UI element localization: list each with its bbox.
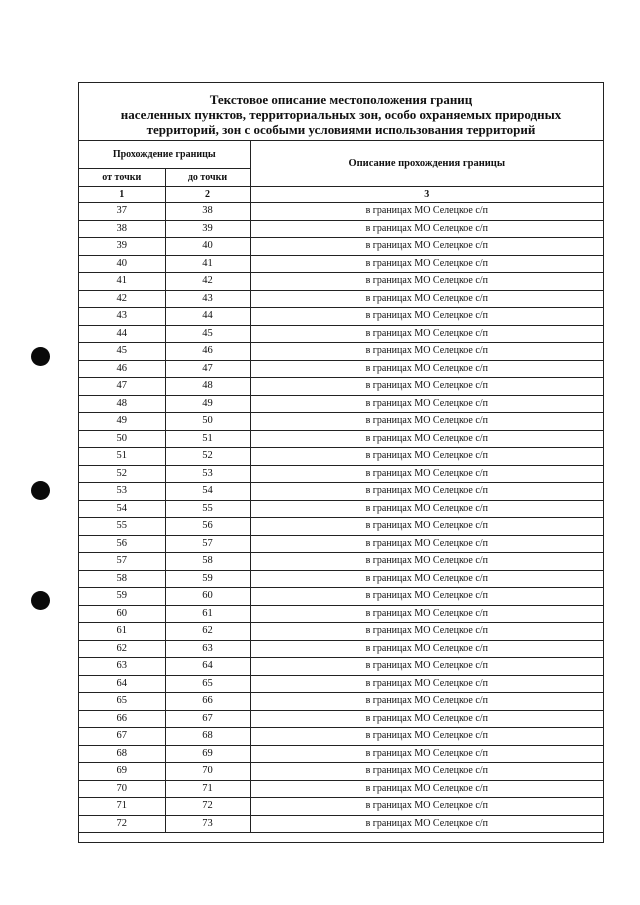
- to-point-cell: 70: [165, 763, 250, 781]
- from-point-cell: 72: [79, 815, 165, 833]
- to-point-cell: 38: [165, 203, 250, 221]
- from-point-cell: 54: [79, 500, 165, 518]
- punch-hole: [31, 481, 50, 500]
- from-point-cell: 65: [79, 693, 165, 711]
- to-point-cell: 67: [165, 710, 250, 728]
- column-number-1: 1: [79, 187, 165, 203]
- document-frame: [78, 82, 604, 843]
- from-point-cell: 71: [79, 798, 165, 816]
- table-row: [79, 763, 603, 781]
- description-cell: в границах МО Селецкое с/п: [250, 728, 603, 746]
- table-row: [79, 483, 603, 501]
- from-point-cell: 59: [79, 588, 165, 606]
- description-cell: в границах МО Селецкое с/п: [250, 570, 603, 588]
- from-point-cell: 57: [79, 553, 165, 571]
- boundary-passage-header: Прохождение границы: [79, 141, 250, 169]
- table-row: [79, 500, 603, 518]
- table-row: [79, 570, 603, 588]
- to-point-cell: 72: [165, 798, 250, 816]
- to-point-cell: 49: [165, 395, 250, 413]
- description-cell: в границах МО Селецкое с/п: [250, 500, 603, 518]
- to-point-cell: 46: [165, 343, 250, 361]
- to-point-header: до точки: [165, 169, 250, 187]
- table-row: [79, 728, 603, 746]
- description-cell: в границах МО Селецкое с/п: [250, 675, 603, 693]
- description-cell: в границах МО Селецкое с/п: [250, 325, 603, 343]
- table-row: [79, 588, 603, 606]
- table-row: [79, 675, 603, 693]
- punch-hole: [31, 591, 50, 610]
- from-point-cell: 38: [79, 220, 165, 238]
- from-point-cell: 51: [79, 448, 165, 466]
- description-cell: в границах МО Селецкое с/п: [250, 553, 603, 571]
- table-row: [79, 815, 603, 833]
- from-point-cell: 45: [79, 343, 165, 361]
- table-row: [79, 745, 603, 763]
- from-point-cell: 60: [79, 605, 165, 623]
- from-point-cell: 55: [79, 518, 165, 536]
- table-row: [79, 395, 603, 413]
- description-cell: в границах МО Селецкое с/п: [250, 710, 603, 728]
- to-point-cell: 44: [165, 308, 250, 326]
- description-cell: в границах МО Селецкое с/п: [250, 763, 603, 781]
- to-point-cell: 65: [165, 675, 250, 693]
- from-point-cell: 40: [79, 255, 165, 273]
- to-point-cell: 51: [165, 430, 250, 448]
- description-cell: в границах МО Селецкое с/п: [250, 780, 603, 798]
- to-point-cell: 71: [165, 780, 250, 798]
- table-row: [79, 378, 603, 396]
- table-row: [79, 325, 603, 343]
- description-cell: в границах МО Селецкое с/п: [250, 378, 603, 396]
- from-point-cell: 39: [79, 238, 165, 256]
- to-point-cell: 39: [165, 220, 250, 238]
- to-point-cell: 53: [165, 465, 250, 483]
- from-point-cell: 42: [79, 290, 165, 308]
- to-point-cell: 54: [165, 483, 250, 501]
- from-point-cell: 43: [79, 308, 165, 326]
- boundary-table: [79, 141, 603, 833]
- to-point-cell: 41: [165, 255, 250, 273]
- to-point-cell: 61: [165, 605, 250, 623]
- description-cell: в границах МО Селецкое с/п: [250, 745, 603, 763]
- to-point-cell: 60: [165, 588, 250, 606]
- description-cell: в границах МО Селецкое с/п: [250, 290, 603, 308]
- table-row: [79, 553, 603, 571]
- description-cell: в границах МО Селецкое с/п: [250, 518, 603, 536]
- to-point-cell: 59: [165, 570, 250, 588]
- from-point-cell: 37: [79, 203, 165, 221]
- from-point-cell: 69: [79, 763, 165, 781]
- title-line-2: населенных пунктов, территориальных зон, особо охраняемых природных: [120, 107, 562, 122]
- description-header: Описание прохождения границы: [250, 141, 603, 187]
- to-point-cell: 62: [165, 623, 250, 641]
- from-point-cell: 47: [79, 378, 165, 396]
- from-point-cell: 64: [79, 675, 165, 693]
- to-point-cell: 57: [165, 535, 250, 553]
- description-cell: в границах МО Селецкое с/п: [250, 413, 603, 431]
- from-point-cell: 46: [79, 360, 165, 378]
- description-cell: в границах МО Селецкое с/п: [250, 623, 603, 641]
- from-point-cell: 41: [79, 273, 165, 291]
- column-number-2: 2: [165, 187, 250, 203]
- to-point-cell: 63: [165, 640, 250, 658]
- table-row: [79, 238, 603, 256]
- to-point-cell: 45: [165, 325, 250, 343]
- table-row: [79, 693, 603, 711]
- table-row: [79, 780, 603, 798]
- description-cell: в границах МО Селецкое с/п: [250, 430, 603, 448]
- to-point-cell: 43: [165, 290, 250, 308]
- to-point-cell: 69: [165, 745, 250, 763]
- description-cell: в границах МО Селецкое с/п: [250, 360, 603, 378]
- description-cell: в границах МО Селецкое с/п: [250, 220, 603, 238]
- from-point-cell: 58: [79, 570, 165, 588]
- table-row: [79, 308, 603, 326]
- from-point-cell: 49: [79, 413, 165, 431]
- from-point-cell: 53: [79, 483, 165, 501]
- table-row: [79, 220, 603, 238]
- to-point-cell: 58: [165, 553, 250, 571]
- to-point-cell: 68: [165, 728, 250, 746]
- table-row: [79, 203, 603, 221]
- punch-hole: [31, 347, 50, 366]
- description-cell: в границах МО Селецкое с/п: [250, 308, 603, 326]
- description-cell: в границах МО Селецкое с/п: [250, 395, 603, 413]
- table-row: [79, 798, 603, 816]
- to-point-cell: 48: [165, 378, 250, 396]
- from-point-cell: 67: [79, 728, 165, 746]
- description-cell: в границах МО Селецкое с/п: [250, 448, 603, 466]
- from-point-cell: 66: [79, 710, 165, 728]
- to-point-cell: 73: [165, 815, 250, 833]
- from-point-cell: 50: [79, 430, 165, 448]
- table-row: [79, 710, 603, 728]
- table-row: [79, 518, 603, 536]
- description-cell: в границах МО Селецкое с/п: [250, 605, 603, 623]
- description-cell: в границах МО Селецкое с/п: [250, 238, 603, 256]
- table-row: [79, 273, 603, 291]
- table-row: [79, 255, 603, 273]
- description-cell: в границах МО Селецкое с/п: [250, 465, 603, 483]
- to-point-cell: 52: [165, 448, 250, 466]
- from-point-cell: 56: [79, 535, 165, 553]
- description-cell: в границах МО Селецкое с/п: [250, 535, 603, 553]
- description-cell: в границах МО Селецкое с/п: [250, 640, 603, 658]
- description-cell: в границах МО Селецкое с/п: [250, 815, 603, 833]
- from-point-cell: 52: [79, 465, 165, 483]
- from-point-cell: 62: [79, 640, 165, 658]
- to-point-cell: 40: [165, 238, 250, 256]
- description-cell: в границах МО Селецкое с/п: [250, 483, 603, 501]
- to-point-cell: 66: [165, 693, 250, 711]
- from-point-cell: 70: [79, 780, 165, 798]
- description-cell: в границах МО Селецкое с/п: [250, 693, 603, 711]
- from-point-cell: 68: [79, 745, 165, 763]
- from-point-header: от точки: [79, 169, 165, 187]
- description-cell: в границах МО Селецкое с/п: [250, 588, 603, 606]
- from-point-cell: 63: [79, 658, 165, 676]
- description-cell: в границах МО Селецкое с/п: [250, 255, 603, 273]
- document-title: [79, 83, 603, 141]
- title-line-1: Текстовое описание местоположения границ: [209, 92, 473, 107]
- description-cell: в границах МО Селецкое с/п: [250, 203, 603, 221]
- column-number-3: 3: [250, 187, 603, 203]
- table-row: [79, 360, 603, 378]
- to-point-cell: 50: [165, 413, 250, 431]
- table-row: [79, 448, 603, 466]
- description-cell: в границах МО Селецкое с/п: [250, 798, 603, 816]
- description-cell: в границах МО Селецкое с/п: [250, 658, 603, 676]
- table-row: [79, 465, 603, 483]
- table-row: [79, 605, 603, 623]
- from-point-cell: 61: [79, 623, 165, 641]
- description-cell: в границах МО Селецкое с/п: [250, 343, 603, 361]
- table-row: [79, 430, 603, 448]
- to-point-cell: 42: [165, 273, 250, 291]
- description-cell: в границах МО Селецкое с/п: [250, 273, 603, 291]
- table-body: [79, 203, 603, 833]
- table-row: [79, 658, 603, 676]
- table-row: [79, 535, 603, 553]
- to-point-cell: 55: [165, 500, 250, 518]
- table-row: [79, 640, 603, 658]
- table-row: [79, 290, 603, 308]
- table-row: [79, 413, 603, 431]
- table-row: [79, 623, 603, 641]
- to-point-cell: 47: [165, 360, 250, 378]
- table-row: [79, 343, 603, 361]
- title-line-3: территорий, зон с особыми условиями использования территорий: [146, 122, 536, 137]
- from-point-cell: 48: [79, 395, 165, 413]
- to-point-cell: 56: [165, 518, 250, 536]
- from-point-cell: 44: [79, 325, 165, 343]
- to-point-cell: 64: [165, 658, 250, 676]
